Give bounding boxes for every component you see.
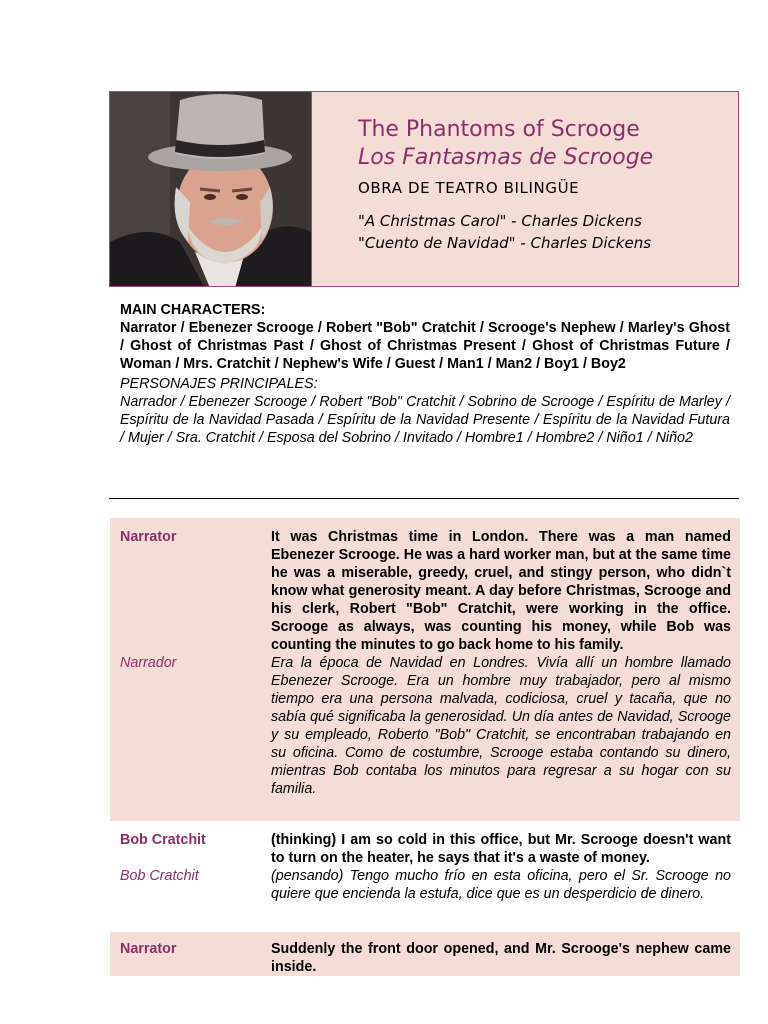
speaker-es: Bob Cratchit [120, 868, 199, 884]
dialogue-row-en [110, 528, 740, 654]
title-banner [109, 91, 739, 287]
characters-list-es: Narrador / Ebenezer Scrooge / Robert "Bob" Cratchit / Sobrino de Scrooge / Espíritu de Marley / Espíritu de la Navidad Pasada / Espíritu de la Navidad Presente / Espíritu de la Navidad Futura / Mujer / Sra. Cratchit / Esposa del Sobrino / Invitado / Hombre1 / Hombre2 / Niño1 / Niño2 [120, 394, 730, 446]
line-en: It was Christmas time in London. There was a man named Ebenezer Scrooge. He was a hard worker man, but at the same time he was a miserable, greedy, cruel, and stingy person, who didn`t know what generosity meant. A day before Christmas, Scrooge and his clerk, Robert "Bob" Cratchit, were working in the office. Scrooge as always, was counting his money, while Bob was counting the minutes to go back home to his family. [271, 529, 731, 653]
title-english: The Phantoms of Scrooge [358, 117, 640, 142]
credit-english: "A Christmas Carol" - Charles Dickens [358, 212, 642, 230]
dialogue-row-es [110, 654, 740, 798]
dialogue-block [110, 823, 740, 921]
characters-heading-es: PERSONAJES PRINCIPALES: [120, 376, 318, 392]
title-spanish: Los Fantasmas de Scrooge [358, 145, 654, 170]
line-en: Suddenly the front door opened, and Mr. Scrooge's nephew came inside. [271, 941, 731, 975]
line-en: (thinking) I am so cold in this office, but Mr. Scrooge doesn't want to turn on the heater, he says that it's a waste of money. [271, 832, 731, 866]
title-block [311, 92, 738, 286]
scrooge-portrait [110, 92, 311, 286]
line-es: Era la época de Navidad en Londres. Vivía allí un hombre llamado Ebenezer Scrooge. Era un hombre muy trabajador, pero al mismo tiempo era una persona malvada, codiciosa, cruel y tacaña, que no sabía qué significaba la generosidad. Un día antes de Navidad, Scrooge y su empleado, Roberto "Bob" Cratchit, se encontraban trabajando en su oficina. Como de costumbre, Scrooge estaba contando su dinero, mientras Bob contaba los minutos para regresar a su hogar con su familia. [271, 655, 731, 797]
speaker-en: Narrator [120, 529, 177, 545]
dialogue-block [110, 932, 740, 976]
dialogue-row-es [110, 867, 740, 903]
characters-heading-en: MAIN CHARACTERS: [120, 302, 266, 318]
line-es: (pensando) Tengo mucho frío en esta oficina, pero el Sr. Scrooge no quiere que encienda la estufa, dice que es un desperdicio de dinero. [271, 868, 731, 902]
dialogue-row-en [110, 940, 740, 976]
credit-spanish: "Cuento de Navidad" - Charles Dickens [358, 234, 652, 252]
dialogue-block [110, 518, 740, 821]
characters-list-en: Narrator / Ebenezer Scrooge / Robert "Bob" Cratchit / Scrooge's Nephew / Marley's Ghost / Ghost of Christmas Past / Ghost of Christmas Present / Ghost of Christmas Future / Woman / Mrs. Cratchit / Nephew's Wife / Guest / Man1 / Man2 / Boy1 / Boy2 [120, 320, 730, 372]
dialogue-row-en [110, 831, 740, 867]
subtitle: OBRA DE TEATRO BILINGÜE [358, 179, 580, 197]
speaker-es: Narrador [120, 655, 177, 671]
section-divider [109, 498, 739, 499]
speaker-en: Narrator [120, 941, 177, 957]
speaker-en: Bob Cratchit [120, 832, 206, 848]
characters-section [120, 301, 730, 447]
